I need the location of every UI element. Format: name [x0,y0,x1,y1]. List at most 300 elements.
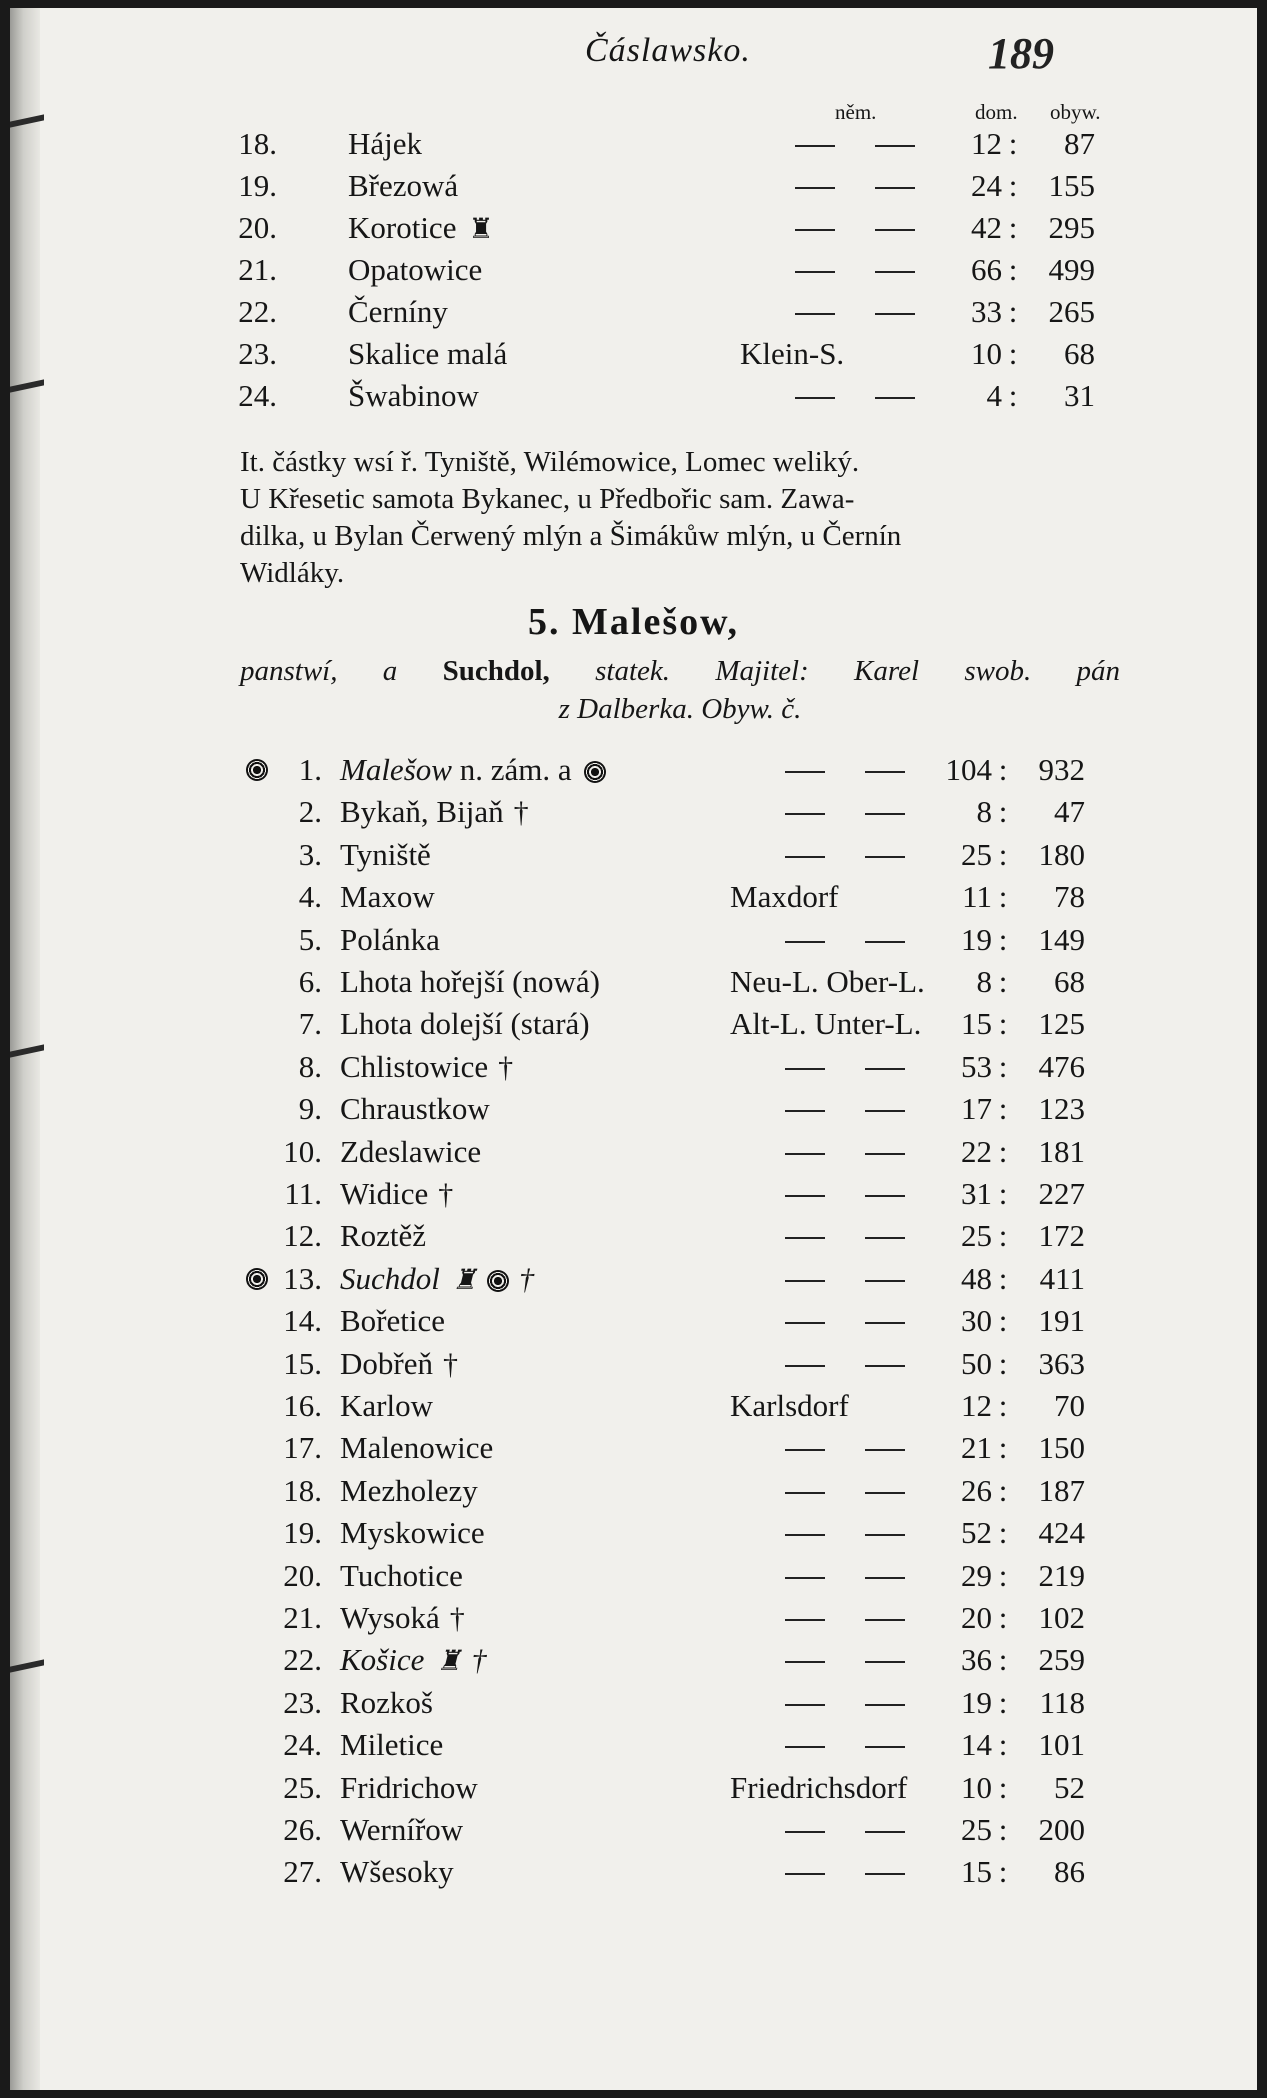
ditto-dash [865,941,905,943]
german-name: Maxdorf [730,879,839,915]
note-paragraph [240,444,1120,592]
separator: : [998,1854,1008,1890]
table-row [10,292,1257,332]
row-number: 20. [238,210,277,245]
village-name [340,877,435,917]
ditto-dash [865,1577,905,1579]
house-count: 24 [971,168,1002,203]
village-name-text: Malešow [340,752,452,787]
house-count: 31 [961,1176,992,1211]
ditto-dash [865,1831,905,1833]
village-name [340,1683,433,1723]
village-name [340,1216,426,1256]
inhabitant-count: 123 [1038,1091,1085,1127]
row-number: 24. [283,1727,322,1763]
ditto-dash [875,187,915,189]
separator: : [998,1812,1008,1847]
ditto-dash [785,1068,825,1070]
table-row [10,166,1257,206]
ditto-dash [785,1195,825,1197]
village-name [348,250,482,290]
ditto-dash [875,271,915,273]
column-header-inhabitants: obyw. [1050,100,1101,124]
row-number: 22. [283,1642,322,1678]
inhabitant-count: 200 [1038,1812,1085,1847]
village-name-text: Rozkoš [340,1684,433,1720]
ditto-dash [785,1534,825,1536]
row-number: 5. [298,921,322,957]
separator: : [998,1218,1008,1254]
row-number: 8. [298,1048,322,1084]
table-row [10,962,1257,1002]
section-sub-estate: Suchdol, [442,655,550,687]
inhabitant-count: 187 [1038,1472,1085,1508]
row-number: 25. [283,1769,322,1805]
row-number: 20. [283,1557,322,1593]
separator: : [1008,168,1018,203]
page-number: 189 [988,29,1054,78]
separator: : [998,1727,1008,1763]
inhabitant-count: 102 [1038,1600,1085,1635]
row-number: 18. [238,126,277,161]
separator: : [1008,336,1018,371]
village-name [340,920,440,960]
village-name [340,1132,481,1172]
ditto-dash [785,813,825,815]
village-name [340,1556,463,1596]
ditto-dash [865,1534,905,1536]
ditto-dash [865,1322,905,1324]
separator: : [998,1642,1008,1678]
church-cross-icon: † [449,1602,465,1635]
castle-icon: ♜ [451,1264,477,1296]
separator: : [998,1260,1008,1296]
village-name-text: Miletice [340,1727,444,1763]
row-number: 26. [283,1812,322,1847]
section-title: 5. Malešow, [528,601,739,643]
ditto-dash [865,1195,905,1197]
ditto-dash [785,1619,825,1621]
inhabitant-count: 476 [1038,1048,1085,1084]
row-number: 17. [283,1430,322,1466]
house-count: 26 [961,1472,992,1508]
village-name-text: Maxow [340,879,435,915]
village-name-text: Zdeslawice [340,1133,482,1169]
village-name [340,1301,445,1341]
ditto-dash [785,1831,825,1833]
ditto-dash [785,1873,825,1875]
note-line: dilka, u Bylan Čerwený mlýn a Šimákůw mlýn, u Černín [240,520,902,552]
village-name-text: Mezholezy [340,1472,478,1508]
inhabitant-count: 172 [1038,1218,1085,1254]
village-name [340,1725,443,1765]
table-row [10,1640,1257,1680]
table-row [10,1598,1257,1638]
separator: : [1008,294,1018,329]
ditto-dash [865,1280,905,1282]
house-count: 66 [971,252,1002,287]
table-row [10,792,1257,832]
ditto-dash [785,1704,825,1706]
village-name-text: Wysoká [340,1600,440,1635]
ditto-dash [875,145,915,147]
table-row [10,835,1257,875]
table-row [10,124,1257,164]
ditto-dash [785,1449,825,1451]
house-count: 30 [961,1303,992,1339]
ditto-dash [865,1704,905,1706]
village-name-suffix: n. zám. a [451,752,572,787]
church-cross-icon: † [498,1050,514,1084]
village-name-text: Tyniště [340,836,431,872]
table-row [10,877,1257,917]
village-name-text: Lhota hořejší (nowá) [340,964,600,999]
inhabitant-count: 295 [1048,210,1095,245]
house-count: 4 [986,378,1002,413]
ditto-dash [785,1746,825,1748]
castle-icon: ♜ [468,214,494,245]
house-count: 12 [971,126,1002,161]
house-count: 19 [961,1684,992,1720]
row-number: 3. [298,836,322,872]
village-name [340,1259,534,1301]
ditto-dash [865,1746,905,1748]
table-row [10,1428,1257,1468]
house-count: 25 [961,1812,992,1847]
separator: : [998,1472,1008,1508]
row-number: 22. [238,294,277,329]
house-count: 10 [961,1769,992,1805]
inhabitant-count: 125 [1038,1006,1085,1042]
inhabitant-count: 499 [1048,252,1095,287]
ditto-dash [865,1619,905,1621]
separator: : [1008,126,1018,161]
village-name-text: Widice [340,1176,429,1211]
church-cross-icon: † [438,1178,454,1211]
row-number: 1. [298,752,322,787]
german-name: Alt-L. Unter-L. [730,1006,922,1042]
village-name [348,124,422,164]
row-number: 16. [283,1388,322,1423]
inhabitant-count: 181 [1038,1133,1085,1169]
inhabitant-count: 932 [1038,752,1085,787]
ditto-dash [785,1492,825,1494]
table-row [10,750,1257,790]
inhabitant-count: 150 [1038,1430,1085,1466]
row-number: 14. [283,1303,322,1339]
village-name [340,1598,465,1639]
row-number: 27. [283,1854,322,1890]
inhabitant-count: 191 [1038,1303,1085,1339]
inhabitant-count: 363 [1038,1345,1085,1381]
german-name: Neu-L. Ober-L. [730,964,925,999]
ditto-dash [865,1492,905,1494]
inhabitant-count: 424 [1038,1515,1085,1551]
inhabitant-count: 101 [1038,1727,1085,1763]
house-count: 53 [961,1048,992,1084]
running-title: Čáslawsko. [585,32,751,69]
village-name-text: Lhota dolejší (stará) [340,1006,590,1042]
ditto-dash [865,1873,905,1875]
row-number: 9. [298,1091,322,1127]
village-name [340,1852,454,1892]
table-row [10,920,1257,960]
separator: : [998,879,1008,915]
church-cross-icon: † [442,1347,458,1381]
section-subtitle [240,652,1120,728]
village-name [340,1513,485,1553]
separator: : [998,1388,1008,1423]
house-count: 12 [961,1388,992,1423]
church-cross-icon: † [513,796,529,830]
inhabitant-count: 180 [1038,836,1085,872]
inhabitant-count: 68 [1054,964,1085,999]
row-number: 19. [238,168,277,203]
separator: : [998,1303,1008,1339]
book-page [10,8,1257,2090]
village-name-text: Dobřeň [340,1345,433,1381]
separator: : [998,1684,1008,1720]
separator: : [998,1006,1008,1042]
house-count: 52 [961,1515,992,1551]
estate-seat-mark-icon [584,761,606,783]
separator: : [998,1515,1008,1551]
village-name-text: Wernířow [340,1812,464,1847]
section-sub-line2: z Dalberka. Obyw. č. [558,693,802,725]
village-name-text: Malenowice [340,1430,494,1466]
village-name-text: Korotice [348,210,457,245]
ditto-dash [865,771,905,773]
village-name-text: Bykaň, Bijaň [340,794,504,830]
inhabitant-count: 87 [1064,126,1095,161]
table-row [10,1004,1257,1044]
ditto-dash [795,397,835,399]
ditto-dash [795,313,835,315]
separator: : [998,1769,1008,1805]
house-count: 25 [961,1218,992,1254]
ditto-dash [865,1365,905,1367]
village-name-text: Bořetice [340,1303,446,1339]
village-name-text: Skalice malá [348,336,508,371]
house-count: 36 [961,1642,992,1678]
castle-icon: ♜ [436,1646,462,1678]
village-name [340,750,606,790]
german-name: Friedrichsdorf [730,1769,908,1805]
village-name-text: Černíny [348,294,448,329]
table-row [10,1725,1257,1765]
house-count: 15 [961,1006,992,1042]
separator: : [998,1600,1008,1635]
row-number: 18. [283,1472,322,1508]
separator: : [998,1091,1008,1127]
inhabitant-count: 411 [1039,1260,1085,1296]
section-sub-part: panstwí, a [240,655,398,687]
house-count: 10 [971,336,1002,371]
table-row [10,334,1257,374]
inhabitant-count: 149 [1038,921,1085,957]
ditto-dash [785,941,825,943]
row-number: 21. [283,1600,322,1635]
ditto-dash [865,856,905,858]
house-count: 22 [961,1133,992,1169]
inhabitant-count: 78 [1054,879,1085,915]
section-sub-part: statek. Majitel: Karel swob. pán [595,655,1121,687]
separator: : [998,1430,1008,1466]
inhabitant-count: 47 [1054,794,1085,830]
inhabitant-count: 118 [1039,1684,1085,1720]
ditto-dash [795,271,835,273]
row-number: 6. [298,964,322,999]
german-name: Klein-S. [740,336,845,371]
village-name-text: Opatowice [348,252,483,287]
row-number: 12. [283,1218,322,1254]
ditto-dash [865,1110,905,1112]
house-count: 11 [962,879,992,915]
house-count: 48 [961,1260,992,1296]
house-count: 42 [971,210,1002,245]
ditto-dash [785,1661,825,1663]
ditto-dash [785,771,825,773]
ditto-dash [875,313,915,315]
village-name-text: Fridrichow [340,1769,478,1805]
inhabitant-count: 31 [1064,378,1095,413]
inhabitant-count: 265 [1048,294,1095,329]
separator: : [998,1176,1008,1211]
inhabitant-count: 70 [1054,1388,1085,1423]
inhabitant-count: 68 [1064,336,1095,371]
house-count: 33 [971,294,1002,329]
separator: : [998,921,1008,957]
column-header-houses: dom. [975,100,1018,124]
village-name-text: Wšesoky [340,1854,454,1890]
table-row [10,1301,1257,1341]
village-name-text: Chraustkow [340,1091,490,1127]
ditto-dash [865,1153,905,1155]
table-row [10,1216,1257,1256]
row-number: 24. [238,378,277,413]
table-row [10,250,1257,290]
village-name [340,1344,458,1385]
row-number: 13. [283,1260,322,1296]
note-line: It. částky wsí ř. Tyniště, Wilémowice, Lomec weliký. [240,446,860,478]
row-number: 10. [283,1133,322,1169]
ditto-dash [865,813,905,815]
house-count: 17 [961,1091,992,1127]
table-row [10,1089,1257,1129]
estate-seat-mark-icon [487,1270,509,1292]
village-name [340,962,600,1002]
village-name-text: Chlistowice [340,1048,489,1084]
village-name [348,166,458,206]
village-name [348,376,479,416]
table-row [10,208,1257,248]
village-name [340,1471,478,1511]
ditto-dash [795,229,835,231]
house-count: 8 [976,964,992,999]
ditto-dash [875,229,915,231]
ditto-dash [865,1661,905,1663]
village-name [340,1768,478,1808]
village-name [340,1640,486,1682]
house-count: 19 [961,921,992,957]
separator: : [998,1557,1008,1593]
house-count: 21 [961,1430,992,1466]
inhabitant-count: 52 [1054,1769,1085,1805]
column-header-german: něm. [835,100,877,124]
page-header [10,26,1257,86]
separator: : [998,1048,1008,1084]
house-count: 50 [961,1345,992,1381]
house-count: 25 [961,836,992,872]
row-number: 23. [238,336,277,371]
table-row [10,1174,1257,1214]
table-row [10,1259,1257,1299]
village-name [340,1174,453,1215]
separator: : [998,836,1008,872]
village-name-text: Polánka [340,921,440,957]
separator: : [998,964,1008,999]
ditto-dash [785,1577,825,1579]
village-name [340,1386,433,1426]
row-number: 11. [284,1176,322,1211]
church-cross-icon: † [471,1644,487,1678]
village-name-text: Košice [340,1642,425,1678]
inhabitant-count: 155 [1048,168,1095,203]
table-row [10,1810,1257,1850]
table-row [10,1386,1257,1426]
table-row [10,1556,1257,1596]
ditto-dash [785,1110,825,1112]
church-cross-icon: † [518,1262,534,1296]
ditto-dash [785,1237,825,1239]
table-row [10,1513,1257,1553]
row-number: 2. [298,794,322,830]
table-row [10,1132,1257,1172]
ditto-dash [865,1449,905,1451]
separator: : [998,1133,1008,1169]
house-count: 8 [976,794,992,830]
row-number: 23. [283,1684,322,1720]
inhabitant-count: 227 [1038,1176,1085,1211]
ditto-dash [785,1365,825,1367]
row-number: 19. [283,1515,322,1551]
separator: : [1008,252,1018,287]
separator: : [998,1345,1008,1381]
ditto-dash [865,1237,905,1239]
inhabitant-count: 219 [1038,1557,1085,1593]
village-name-text: Hájek [348,126,423,161]
ditto-dash [865,1068,905,1070]
village-name [340,1089,490,1129]
village-name [340,792,529,833]
ditto-dash [785,856,825,858]
note-line: Widláky. [240,557,345,589]
table-row [10,1471,1257,1511]
ditto-dash [785,1322,825,1324]
house-count: 15 [961,1854,992,1890]
village-name [340,1047,513,1088]
house-count: 20 [961,1600,992,1635]
row-number: 7. [298,1006,322,1042]
house-count: 104 [945,752,992,787]
separator: : [1008,378,1018,413]
note-line: U Křesetic samota Bykanec, u Předbořic sam. Zawa- [240,483,855,515]
table-row [10,1047,1257,1087]
village-name [340,1810,463,1850]
ditto-dash [795,145,835,147]
table-row [10,1344,1257,1384]
village-name-text: Myskowice [340,1515,485,1551]
